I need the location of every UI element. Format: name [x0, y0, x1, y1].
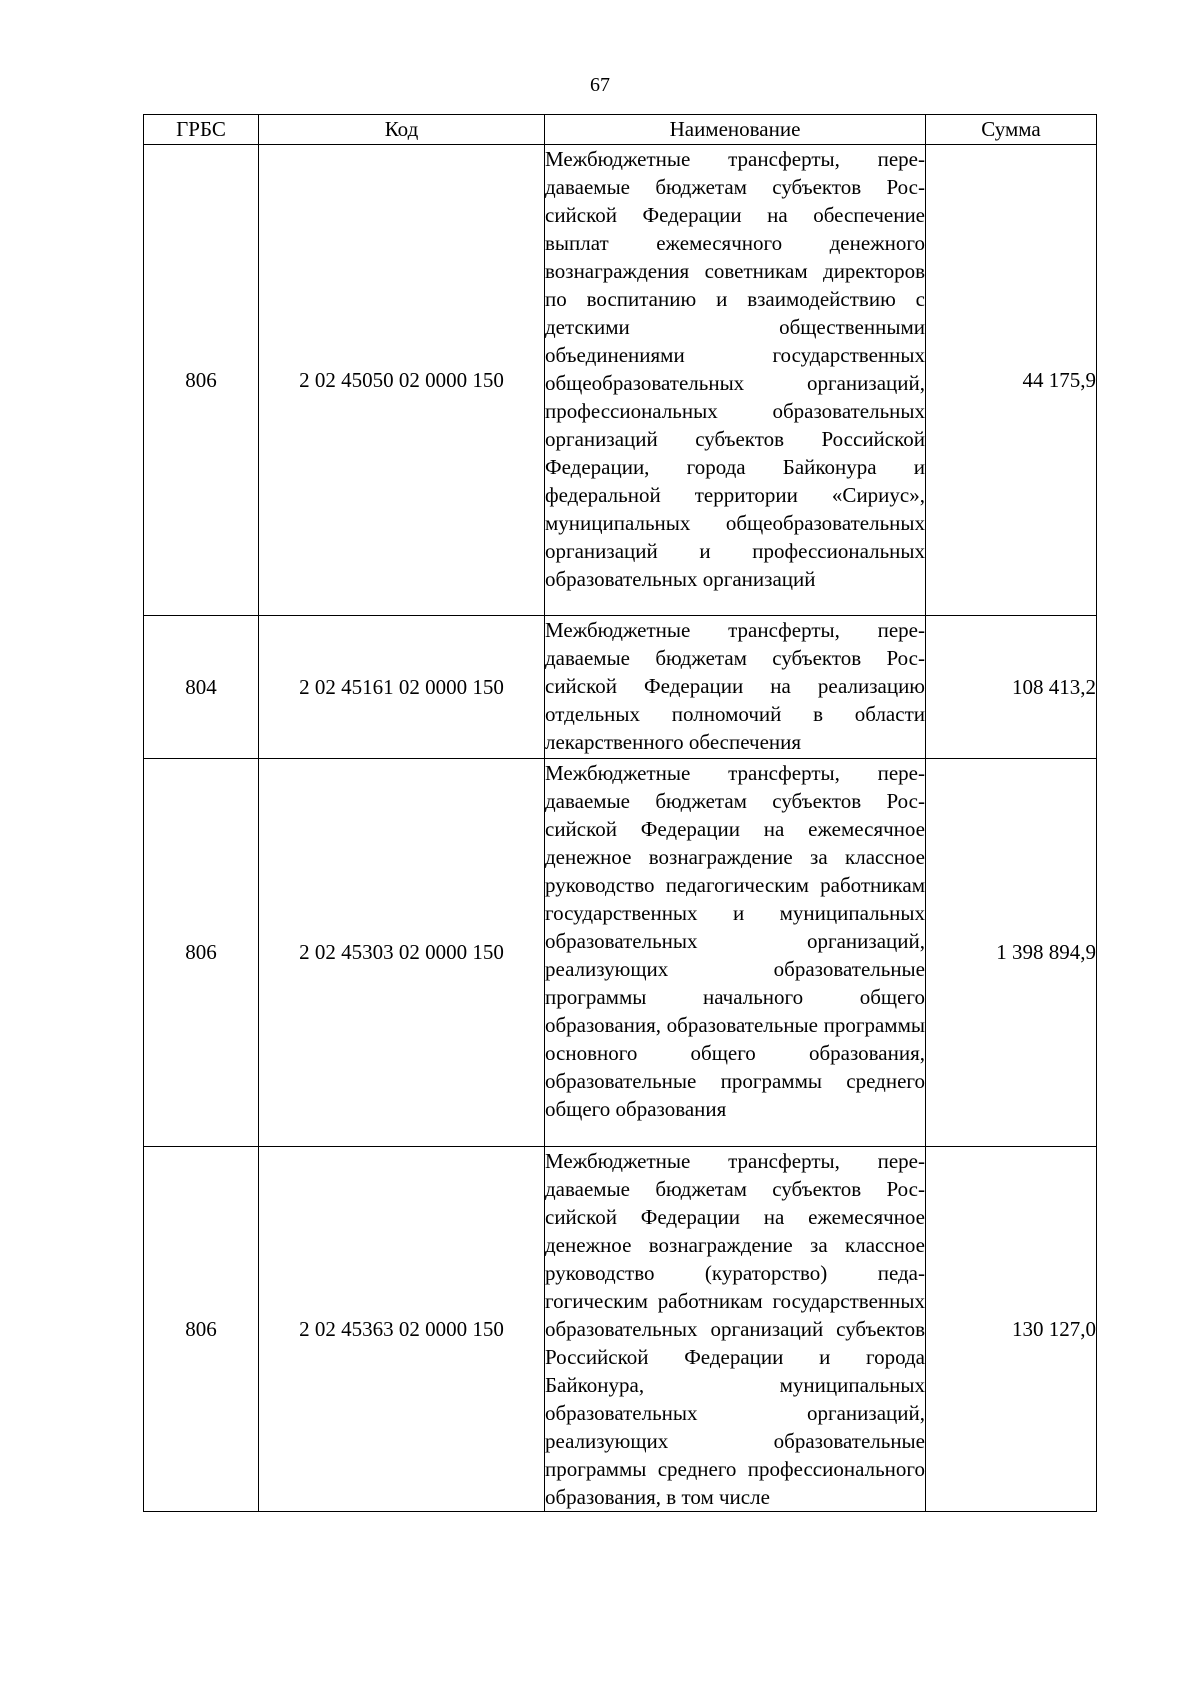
cell-grbs: 806	[144, 1147, 259, 1512]
cell-sum: 108 413,2	[926, 616, 1097, 759]
page-number: 67	[590, 74, 610, 96]
cell-code: 2 02 45161 02 0000 150	[259, 616, 545, 759]
header-sum: Сумма	[926, 115, 1097, 145]
cell-name: Межбюджетные трансферты, передаваемые бюджетам субъектов Российской Федерации на ежемесячное денежное вознаграждение за классное руководство педагогическим работникам государственных и муниципальных образовательных организаций, реализующих образовательные программы начального общего образования, образовательные программы основного общего образования, образовательные программы среднего общего образования	[545, 759, 926, 1147]
cell-code: 2 02 45050 02 0000 150	[259, 145, 545, 616]
header-code: Код	[259, 115, 545, 145]
cell-grbs: 804	[144, 616, 259, 759]
table-row	[144, 759, 1097, 1147]
budget-table	[143, 114, 1097, 1512]
table-header-row	[144, 115, 1097, 145]
cell-name: Межбюджетные трансферты, передаваемые бюджетам субъектов Российской Федерации на ежемесячное денежное вознаграждение за классное руководство (кураторство) педагогическим работникам государственных образовательных организаций субъектов Российской Федерации и города Байконура, муниципальных образовательных организаций, реализующих образовательные программы среднего профессионального образования, в том числе	[545, 1147, 926, 1512]
cell-code: 2 02 45303 02 0000 150	[259, 759, 545, 1147]
table-row	[144, 1147, 1097, 1512]
cell-grbs: 806	[144, 759, 259, 1147]
table-row	[144, 145, 1097, 616]
cell-name: Межбюджетные трансферты, передаваемые бюджетам субъектов Российской Федерации на обеспечение выплат ежемесячного денежного вознаграждения советникам директоров по воспитанию и взаимодействию с детскими общественными объединениями государственных общеобразовательных организаций, профессиональных образовательных организаций субъектов Российской Федерации, города Байконура и федеральной территории «Сириус», муниципальных общеобразовательных организаций и профессиональных образовательных организаций	[545, 145, 926, 616]
table-row	[144, 616, 1097, 759]
header-name: Наименование	[545, 115, 926, 145]
cell-sum: 130 127,0	[926, 1147, 1097, 1512]
cell-name: Межбюджетные трансферты, передаваемые бюджетам субъектов Российской Федерации на реализацию отдельных полномочий в области лекарственного обеспечения	[545, 616, 926, 759]
cell-grbs: 806	[144, 145, 259, 616]
cell-code: 2 02 45363 02 0000 150	[259, 1147, 545, 1512]
cell-sum: 1 398 894,9	[926, 759, 1097, 1147]
header-grbs: ГРБС	[144, 115, 259, 145]
cell-sum: 44 175,9	[926, 145, 1097, 616]
